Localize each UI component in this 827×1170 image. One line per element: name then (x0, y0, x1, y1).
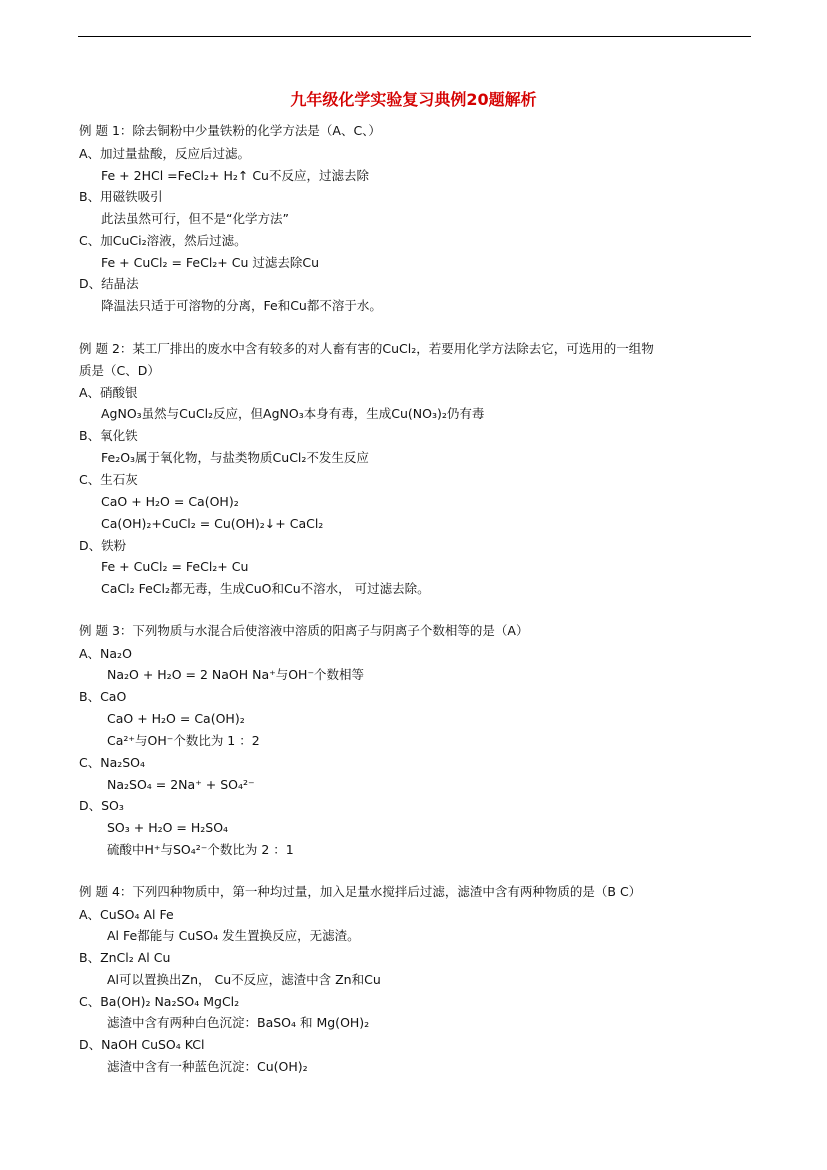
option-b: B、氧化铁 (79, 428, 138, 443)
option-b: B、用磁铁吸引 (79, 189, 163, 204)
explanation: 滤渣中含有一种蓝色沉淀：Cu(OH)₂ (107, 1059, 308, 1074)
explanation: 硫酸中H⁺与SO₄²⁻个数比为 2 ：1 (107, 842, 294, 857)
explanation: Fe + CuCl₂ = FeCl₂+ Cu 过滤去除Cu (101, 255, 320, 270)
explanation: 降温法只适于可溶物的分离，Fe和Cu都不溶于水。 (101, 298, 382, 313)
equation: Ca(OH)₂+CuCl₂ = Cu(OH)₂↓+ CaCl₂ (101, 516, 324, 531)
explanation: Al Fe都能与 CuSO₄ 发生置换反应，无滤渣。 (107, 928, 360, 943)
option-a: A、硝酸银 (79, 385, 138, 400)
header-rule (78, 36, 751, 37)
page-title: 九年级化学实验复习典例20题解析 (290, 90, 537, 109)
example-1-question: 例 题 1：除去铜粉中少量铁粉的化学方法是（A、C、） (79, 123, 381, 138)
explanation: Na₂O + H₂O = 2 NaOH Na⁺与OH⁻个数相等 (107, 667, 365, 682)
equation: CaO + H₂O = Ca(OH)₂ (107, 711, 245, 726)
equation: SO₃ + H₂O = H₂SO₄ (107, 820, 229, 835)
explanation: Fe + 2HCl =FeCl₂+ H₂↑ Cu不反应，过滤去除 (101, 168, 369, 183)
explanation: Ca²⁺与OH⁻个数比为 1 ：2 (107, 733, 260, 748)
explanation: AgNO₃虽然与CuCl₂反应，但AgNO₃本身有毒，生成Cu(NO₃)₂仍有毒 (101, 406, 485, 421)
example-4-question: 例 题 4：下列四种物质中，第一种均过量，加入足量水搅拌后过滤，滤渣中含有两种物质的是（B C） (79, 884, 642, 899)
option-c: C、Na₂SO₄ (79, 755, 146, 770)
example-2-question-cont: 质是（C、D） (79, 363, 160, 378)
option-a: A、加过量盐酸，反应后过滤。 (79, 146, 251, 161)
option-d: D、NaOH CuSO₄ KCl (79, 1037, 205, 1052)
example-2-question: 例 题 2：某工厂排出的废水中含有较多的对人畜有害的CuCl₂，若要用化学方法除去它，可选用的一组物 (79, 341, 654, 356)
explanation: Al可以置换出Zn， Cu不反应，滤渣中含 Zn和Cu (107, 972, 381, 987)
option-d: D、结晶法 (79, 276, 139, 291)
explanation: 此法虽然可行，但不是“化学方法” (101, 211, 289, 226)
option-a: A、Na₂O (79, 646, 132, 661)
equation: Na₂SO₄ = 2Na⁺ + SO₄²⁻ (107, 777, 255, 792)
option-b: B、ZnCl₂ Al Cu (79, 950, 171, 965)
explanation: Fe₂O₃属于氧化物，与盐类物质CuCl₂不发生反应 (101, 450, 369, 465)
explanation: 滤渣中含有两种白色沉淀：BaSO₄ 和 Mg(OH)₂ (107, 1015, 370, 1030)
option-c: C、Ba(OH)₂ Na₂SO₄ MgCl₂ (79, 994, 240, 1009)
option-c: C、加CuCi₂溶液，然后过滤。 (79, 233, 247, 248)
option-c: C、生石灰 (79, 472, 138, 487)
equation: CaO + H₂O = Ca(OH)₂ (101, 494, 239, 509)
equation: Fe + CuCl₂ = FeCl₂+ Cu (101, 559, 249, 574)
option-d: D、铁粉 (79, 538, 127, 553)
option-b: B、CaO (79, 689, 127, 704)
explanation: CaCl₂ FeCl₂都无毒，生成CuO和Cu不溶水， 可过滤去除。 (101, 581, 430, 596)
example-3-question: 例 题 3：下列物质与水混合后使溶液中溶质的阳离子与阴离子个数相等的是（A） (79, 623, 529, 638)
option-d: D、SO₃ (79, 798, 124, 813)
option-a: A、CuSO₄ Al Fe (79, 907, 174, 922)
